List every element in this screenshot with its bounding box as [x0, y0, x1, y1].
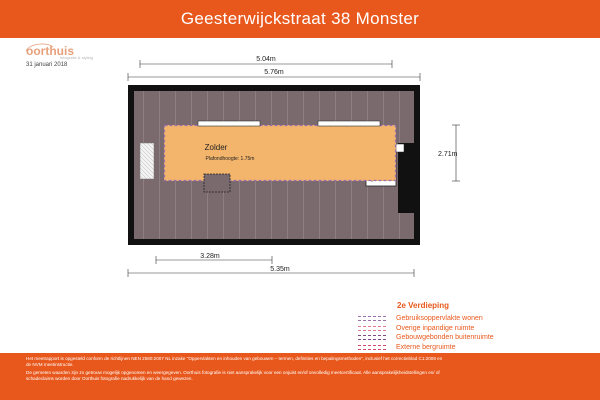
- dimension-top-inner: [140, 56, 392, 68]
- legend-item: [358, 314, 494, 324]
- legend-item: [358, 324, 494, 334]
- dimension-bottom-total: [128, 266, 414, 277]
- dim-bottom-left-label: 3.28m: [200, 253, 220, 260]
- dimension-right-height: [438, 125, 460, 181]
- dimension-top-outer: [128, 69, 420, 81]
- legend-label: Gebouwgebonden buitenruimte: [396, 334, 494, 342]
- chimney: [140, 143, 154, 179]
- dimension-bottom-left: [156, 253, 272, 264]
- legend-label: Gebruiksoppervlakte wonen: [396, 315, 483, 323]
- legend: [358, 301, 494, 352]
- footer-disclaimer: [0, 353, 600, 400]
- dim-bottom-total-label: 5.35m: [270, 266, 290, 273]
- dim-top-inner-label: 5.04m: [256, 56, 276, 63]
- room-name: Zolder: [204, 143, 228, 152]
- legend-swatch: [358, 335, 386, 340]
- dim-top-outer-label: 5.76m: [264, 69, 284, 76]
- legend-label: Externe bergruimte: [396, 343, 456, 351]
- stair-landing: [396, 144, 404, 152]
- legend-title: 2e Verdieping: [397, 301, 450, 310]
- legend-item: [358, 333, 494, 343]
- skylight-top-left: [198, 121, 260, 126]
- dim-right-label: 2.71m: [438, 151, 458, 158]
- legend-label: Overige inpandige ruimte: [396, 324, 475, 332]
- room-floor: [164, 125, 396, 181]
- roof-hatch: [204, 174, 230, 192]
- logo-wordmark: oorthuis: [26, 44, 74, 58]
- report-date: 31 januari 2018: [26, 62, 68, 68]
- logo-tagline: fotografie & styling: [60, 55, 93, 60]
- page-title: Geesterwijckstraat 38 Monster: [180, 9, 420, 28]
- footer-paragraph: De gemeten waarden zijn zo getrouw mogelijk opgenomen en weergegeven. Oorthuis fotografie is niet aansprakelijk voor een onjuist en/of onvolledig meetcertificaat. Alle aansprakelijkheidstellingen en/ of schadeclaims worden door Oorthuis fotografie nadrukkelijk van de hand gewezen.: [26, 370, 440, 381]
- legend-swatch: [358, 326, 386, 331]
- legend-item: [358, 343, 494, 353]
- skylight-top-right: [318, 121, 380, 126]
- wall-segment: [398, 143, 414, 213]
- legend-swatch: [358, 345, 386, 350]
- room-ceiling-note: Plafondhoogte: 1.75m: [205, 156, 255, 162]
- legend-swatch: [358, 316, 386, 321]
- footer-paragraph: Het meetrapport is opgesteld conform de richtlijnen NEN 2580:2007 NL inzake "Oppervlakten en inhouden van gebouwen – termen, definities en bepalingsmethoden", inclusief het correctieblad C1:2008 en de NVM meetinstructie.: [26, 356, 443, 367]
